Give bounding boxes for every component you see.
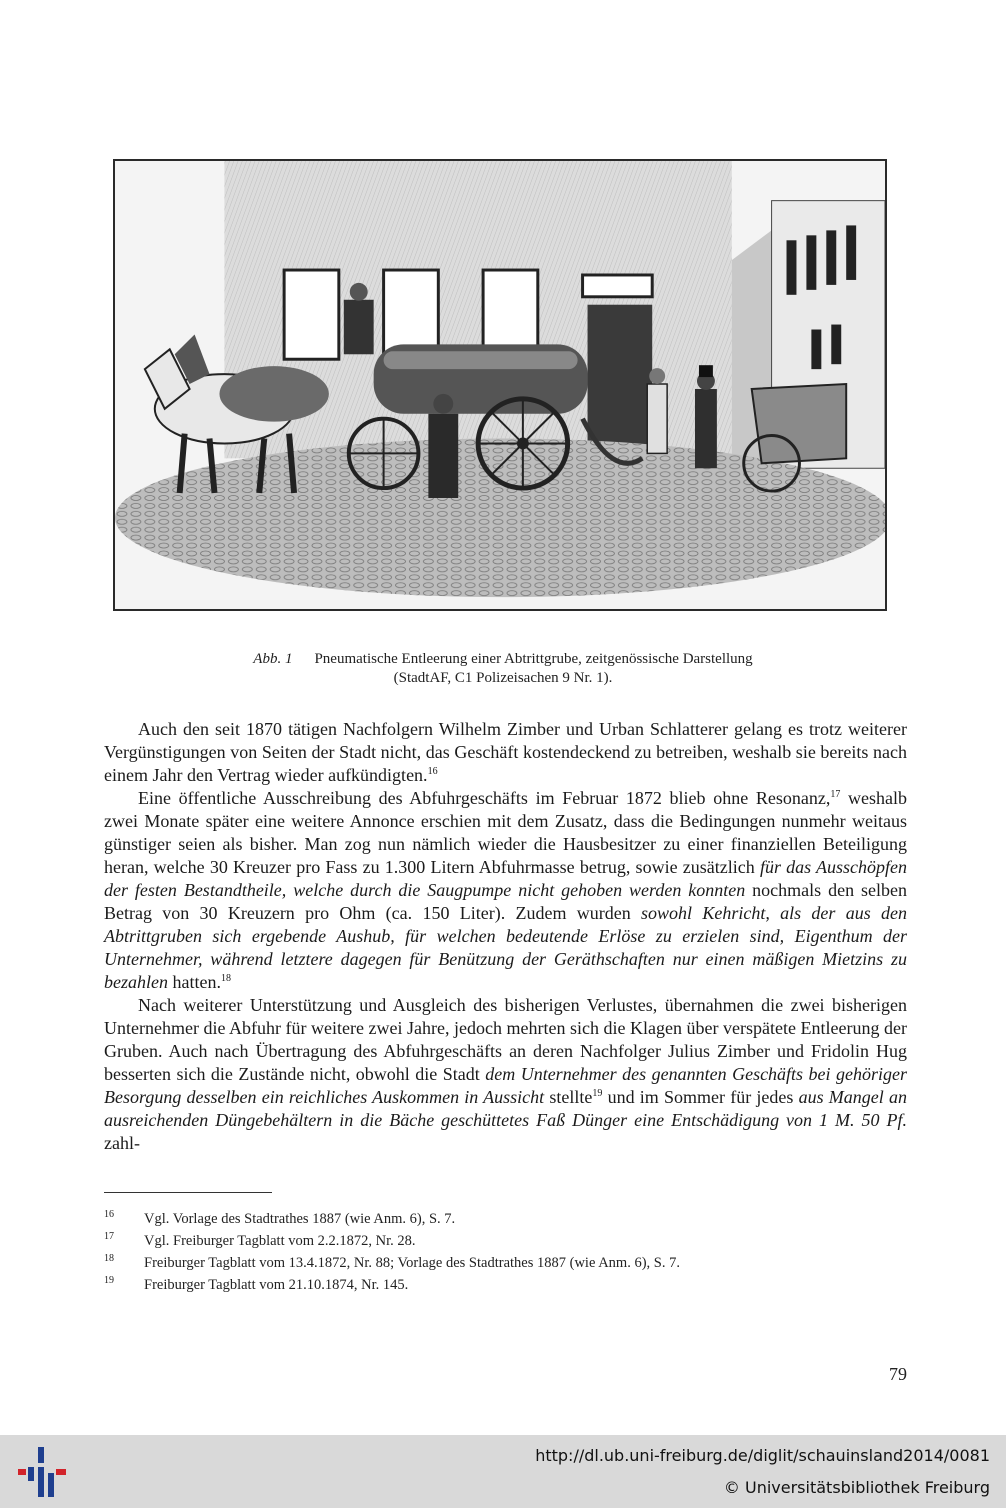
paragraph-2-text-f: hatten.	[167, 972, 221, 992]
paragraph-1	[104, 718, 907, 787]
footnote-16	[104, 1208, 907, 1230]
paragraph-3-text-f: zahl-	[104, 1133, 140, 1153]
figure-caption	[120, 650, 886, 688]
footnote-17	[104, 1230, 907, 1252]
footer-bar	[0, 1435, 1006, 1508]
caption-text: Pneumatische Entleerung einer Abtrittgrube, zeitgenössische Darstellung	[314, 651, 753, 667]
footnote-number: 18	[104, 1253, 114, 1264]
footnote-18	[104, 1252, 907, 1274]
footnote-ref-16[interactable]: 16	[427, 766, 438, 777]
paragraph-2-quote-2: sowohl Kehricht, als der aus den Abtrittgruben sich ergebende Aushub, für welchen bedeutende Erlöse zu erzielen sind, Eigenthum der Unternehmer, während letztere dagegen für Benützung der Geräthschaften nur einen mäßigen Mietzins zu bezahlen	[104, 903, 907, 992]
engraving-image	[115, 161, 885, 609]
ub-freiburg-logo-icon[interactable]	[18, 1445, 66, 1499]
figure-illustration	[113, 159, 887, 611]
paragraph-1-text: Auch den seit 1870 tätigen Nachfolgern Wilhelm Zimber und Urban Schlatterer gelang es trotz weiterer Vergünstigungen von Seiten der Stadt nicht, das Geschäft kostendeckend zu betreiben, weshalb sie bereits nach einem Jahr den Vertrag wieder aufkündigten.	[104, 719, 907, 785]
footnote-text: Freiburger Tagblatt vom 21.10.1874, Nr. 145.	[144, 1277, 409, 1293]
footnotes	[104, 1208, 907, 1296]
footnote-text: Vgl. Freiburger Tagblatt vom 2.2.1872, Nr. 28.	[144, 1233, 416, 1249]
footnote-text: Vgl. Vorlage des Stadtrathes 1887 (wie Anm. 6), S. 7.	[144, 1211, 456, 1227]
paragraph-2-text-b: weshalb zwei Monate später eine weitere Annonce erschien mit dem Zusatz, dass die Bedingungen nunmehr weitaus günstiger seien als bisher. Man zog nun nämlich wieder die Hausbesitzer zu einer finanziellen Beteiligung heran, welche 30 Kreuzer pro Fass zu 1.300 Litern Abfuhrmasse betrug, sowie zusätzlich	[104, 788, 908, 877]
paragraph-3-text-a: Nach weiterer Unterstützung und Ausgleich des bisherigen Verlustes, übernahmen die zwei bisherigen Unternehmer die Abfuhr für weitere zwei Jahre, jedoch mehrten sich die Klagen über verspätete Entleerung der Gruben. Auch nach Übertragung des Abfuhrgeschäfts an deren Nachfolger Julius Zimber und Fridolin Hug besserten sich die Zustände nicht, obwohl die Stadt	[104, 995, 907, 1084]
body-text	[104, 718, 907, 1155]
footnote-number: 16	[104, 1209, 114, 1220]
footnote-number: 17	[104, 1231, 114, 1242]
footnote-text: Freiburger Tagblatt vom 13.4.1872, Nr. 88; Vorlage des Stadtrathes 1887 (wie Anm. 6), S. 7.	[144, 1255, 680, 1271]
paragraph-3-text-c: stellte	[544, 1087, 593, 1107]
paragraph-3-text-d: und im Sommer für jedes	[602, 1087, 799, 1107]
paragraph-3-quote-2: aus Mangel an ausreichenden Düngebehältern in die Bäche geschüttetes Faß Dünger eine Entschädigung von 1 M. 50 Pf.	[104, 1087, 907, 1130]
paragraph-3	[104, 994, 907, 1155]
paragraph-3-quote-1: dem Unternehmer des genannten Geschäfts bei gehöriger Besorgung desselben ein reichliches Auskommen in Aussicht	[104, 1064, 907, 1107]
paragraph-2-text-a: Eine öffentliche Ausschreibung des Abfuhrgeschäfts im Februar 1872 blieb ohne Resonanz,	[138, 788, 831, 808]
paragraph-2-quote-1: für das Ausschöpfen der festen Bestandtheile, welche durch die Saugpumpe nicht gehoben werden konnten	[104, 857, 908, 900]
paragraph-2-text-d: nochmals den selben Betrag von 30 Kreuzern pro Ohm (ca. 150 Liter). Zudem wurden	[104, 880, 907, 923]
footnote-divider	[104, 1192, 272, 1193]
footnote-ref-17[interactable]: 17	[830, 789, 841, 800]
caption-line-1	[120, 650, 886, 669]
footnote-19	[104, 1274, 907, 1296]
figure-label: Abb. 1	[253, 651, 293, 667]
paragraph-2	[104, 787, 907, 994]
footnote-number: 19	[104, 1275, 114, 1286]
footnote-ref-18[interactable]: 18	[220, 973, 231, 984]
source-url-link[interactable]: http://dl.ub.uni-freiburg.de/diglit/schauinsland2014/0081	[535, 1446, 990, 1465]
caption-line-2: (StadtAF, C1 Polizeisachen 9 Nr. 1).	[393, 670, 613, 686]
footnote-ref-19[interactable]: 19	[592, 1088, 603, 1099]
page-number: 79	[889, 1364, 907, 1384]
copyright-text: © Universitätsbibliothek Freiburg	[723, 1478, 990, 1497]
